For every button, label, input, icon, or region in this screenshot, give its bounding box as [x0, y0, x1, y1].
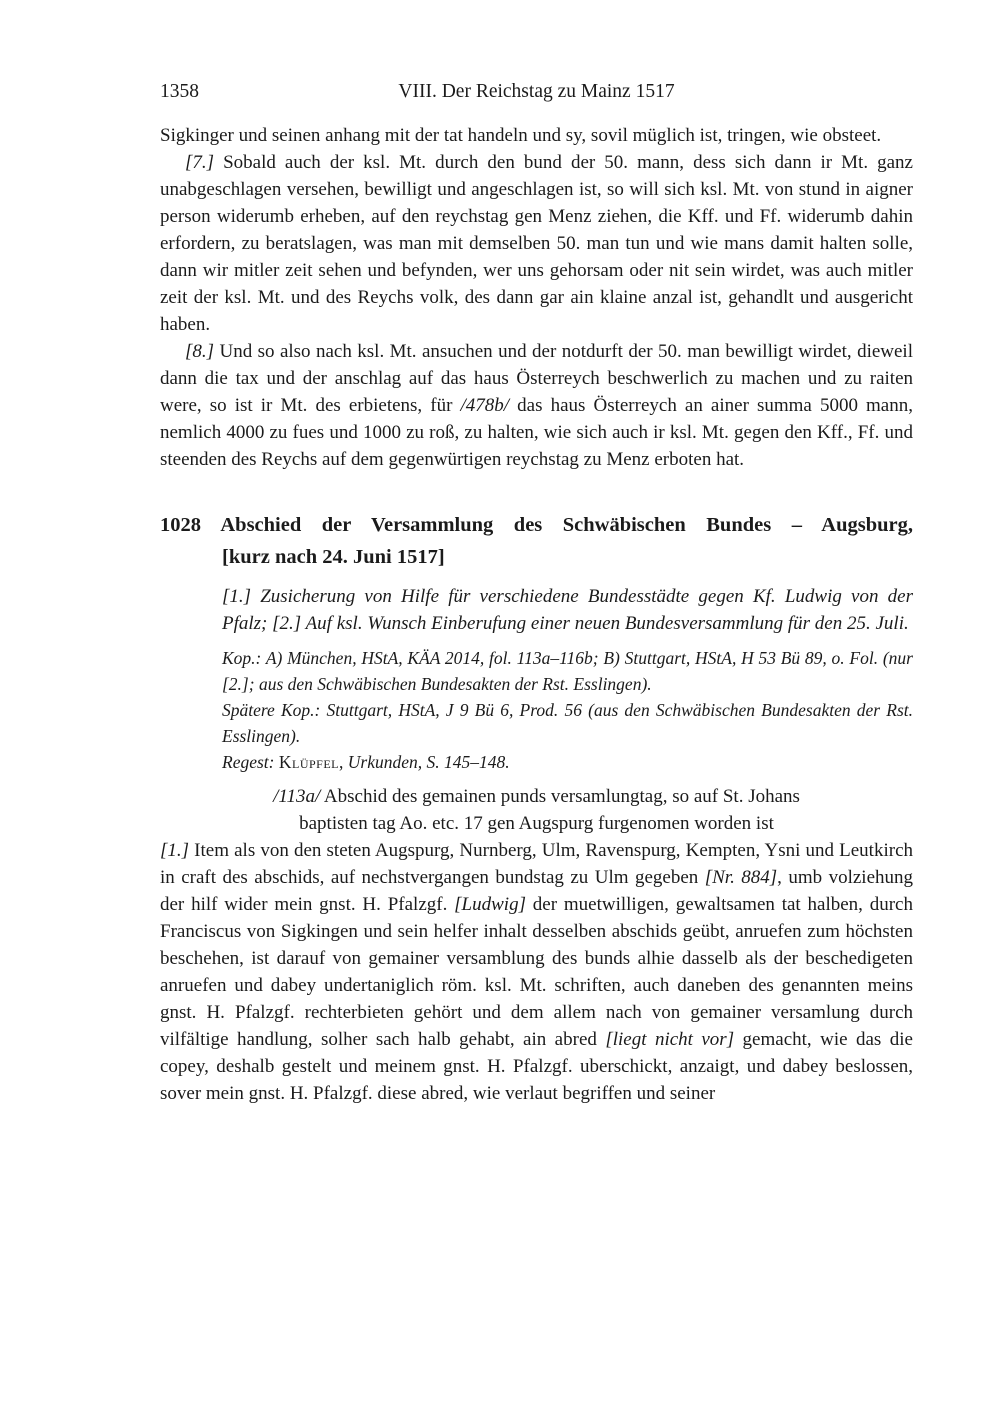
- entry-heading: [160, 509, 913, 573]
- entry-heading-line2: [kurz nach 24. Juni 1517]: [222, 546, 445, 568]
- document-heading-line1: /113a/ Abschid des gemainen punds versamlungtag, so auf St. Johans: [273, 786, 800, 807]
- paragraph-item-8: [8.] Und so also nach ksl. Mt. ansuchen und der notdurft der 50. man bewilligt wirdet, dieweil dann die tax und der anschlag auf das haus Österreych beschwerlich zu machen und zu raiten were, so ist ir Mt. des erbietens, für /478b/ das haus Österreych an ainer summa 5000 mann, nemlich 4000 zu fues und 1000 zu roß, zu halten, wie sich auch ir ksl. Mt. gegen den Kff., Ff. und steenden des Reychs auf dem gegenwürtigen reychstag zu Menz erboten hat.: [160, 341, 913, 470]
- entry-number: 1028: [160, 514, 201, 536]
- text-column: [160, 78, 913, 1107]
- paragraph-item-7: [7.] Sobald auch der ksl. Mt. durch den bund der 50. mann, dess sich dann ir Mt. ganz unabgeschlagen versehen, bewilligt und angeschlagen ist, so will sich ksl. Mt. von stund in aigner person widerumb erheben, auf den reychstag gen Menz ziehen, die Kff. und Ff. widerumb dahin erfordern, zu beratslagen, was man mit demselben 50. man tun und wie mans damit halten solle, dann wir mitler zeit sehen und befynden, wer uns gehorsam oder nit sein wirdet, was auch mitler zeit der ksl. Mt. und des Reychs volk, des dann gar ain klaine anzal ist, gehandlt und ausgericht haben.: [160, 152, 913, 335]
- running-title: VIII. Der Reichstag zu Mainz 1517: [398, 81, 675, 102]
- document-transcription: [160, 783, 913, 1107]
- entry-title: Abschied der Versammlung des Schwäbischen Bundes – Augsburg,: [220, 514, 913, 536]
- source-note-regest: Regest: Klüpfel, Urkunden, S. 145–148.: [222, 752, 510, 772]
- document-heading-line2: baptisten tag Ao. etc. 17 gen Augspurg furgenomen worden ist: [299, 813, 774, 834]
- entry-summary: [1.] Zusicherung von Hilfe für verschiedene Bundesstädte gegen Kf. Ludwig von der Pfalz; [2.] Auf ksl. Wunsch Einberufung einer neuen Bundesversammlung für den 25. Juli.: [222, 586, 913, 634]
- source-note-spaetere-kop: Spätere Kop.: Stuttgart, HStA, J 9 Bü 6, Prod. 56 (aus den Schwäbischen Bundesakten der Rst. Esslingen).: [222, 700, 913, 746]
- document-paragraph-item-1: [1.] Item als von den steten Augspurg, Nurnberg, Ulm, Ravenspurg, Kempten, Ysni und Leutkirch in craft des abschids, auf nechstvergangen bundstag zu Ulm gegeben [Nr. 884], umb volziehung der hilf wider mein gnst. H. Pfalzgf. [Ludwig] der muetwilligen, gewaltsamen tat halben, durch Franciscus von Sigkingen und sein helfer inhalt desselben abschids geübt, anruefen zum höchsten beschehen, ist darauf von gemainer versamblung des bunds alhie dasselb als der beschedigeten anruefen und dabey undertaniglich röm. ksl. Mt. schriften, auch daneben des genannten meins gnst. H. Pfalzgf. rechterbieten gehört und dem allem nach von gemainer versamlung durch vilfältige handlung, solher sach halb gehabt, ain abred [liegt nicht vor] gemacht, wie das die copey, deshalb gestelt und meinem gnst. H. Pfalzgf. uberschickt, anzaigt, und dabey beslossen, sover mein gnst. H. Pfalzgf. diese abred, wie verlaut begriffen und seiner: [160, 840, 914, 1104]
- page-number: 1358: [160, 81, 199, 102]
- paragraph-continuation-end: Sigkinger und seinen anhang mit der tat handeln und sy, sovil müglich ist, tringen, wie obsteet.: [160, 125, 882, 146]
- source-note-kop: Kop.: A) München, HStA, KÄA 2014, fol. 113a–116b; B) Stuttgart, HStA, H 53 Bü 89, o. Fol. (nur [2.]; aus den Schwäbischen Bundesakten der Rst. Esslingen).: [222, 648, 913, 694]
- running-header: [160, 78, 913, 105]
- source-notes: [222, 645, 913, 775]
- entry-heading-line1: [160, 509, 913, 541]
